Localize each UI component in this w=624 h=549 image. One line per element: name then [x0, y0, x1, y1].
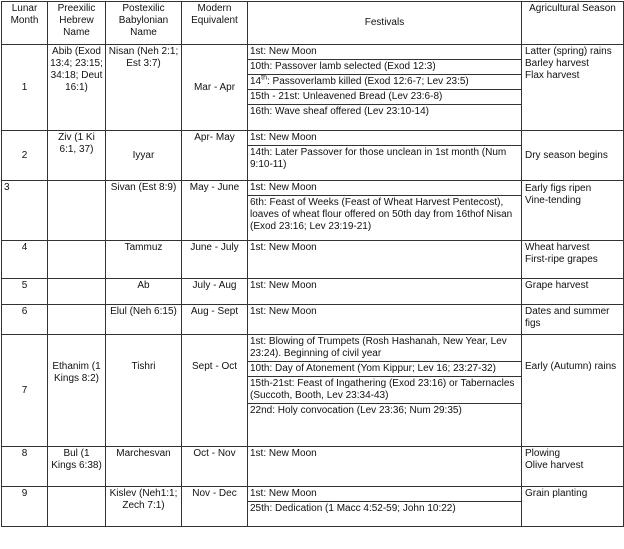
table-row [2, 241, 624, 279]
table-row [2, 335, 624, 447]
agricultural-season-text: Early (Autumn) rains [525, 361, 617, 372]
postexilic-name: Kislev (Neh1:1; Zech 7:1) [106, 487, 182, 527]
festivals-cell [248, 487, 522, 527]
agricultural-season-text: Early figs ripen Vine-tending [525, 183, 592, 206]
festival-item: 16th: Wave sheaf offered (Lev 23:10-14) [250, 106, 429, 117]
table-row [2, 305, 624, 335]
festival-item: 1st: Blowing of Trumpets (Rosh Hashanah, New Year, Lev 23:24). Beginning of civil year [248, 335, 521, 362]
postexilic-name: Marchesvan [106, 447, 182, 487]
postexilic-name: Ab [106, 279, 182, 305]
table-row [2, 181, 624, 241]
postexilic-name-text: Tishri [131, 361, 156, 372]
modern-equivalent: Nov - Dec [182, 487, 248, 527]
month-number: 2 [2, 131, 48, 181]
festival-item: 1st: New Moon [250, 448, 317, 459]
agricultural-season [522, 335, 624, 447]
festival-item: 1st: New Moon [248, 487, 521, 502]
festivals-cell [248, 279, 522, 305]
month-number: 5 [2, 279, 48, 305]
postexilic-name: Tammuz [106, 241, 182, 279]
lunar-calendar-table [1, 1, 624, 527]
table-row [2, 131, 624, 181]
preexilic-name [48, 335, 106, 447]
preexilic-name-text: Ethanim (1 Kings 8:2) [52, 361, 101, 384]
agricultural-season [522, 447, 624, 487]
month-number: 7 [2, 335, 48, 447]
agricultural-season [522, 487, 624, 527]
month-number: 3 [2, 181, 48, 241]
festival-item: 25th: Dedication (1 Macc 4:52-59; John 10:22) [250, 503, 456, 514]
header-agricultural-season: Agricultural Season [522, 2, 624, 45]
postexilic-name [106, 335, 182, 447]
agricultural-season-text: Dry season begins [525, 149, 608, 161]
postexilic-name: Elul (Neh 6:15) [106, 305, 182, 335]
festivals-cell [248, 131, 522, 181]
festivals-cell [248, 335, 522, 447]
modern-equivalent: May - June [182, 181, 248, 241]
table-row [2, 487, 624, 527]
preexilic-name [48, 305, 106, 335]
agricultural-season-text: Latter (spring) rains Barley harvest Flax harvest [525, 46, 612, 81]
festival-item: 1st: New Moon [248, 131, 521, 146]
festival-item: 14th: Later Passover for those unclean in 1st month (Num 9:10-11) [250, 147, 507, 170]
month-number: 8 [2, 447, 48, 487]
festival-item: 1st: New Moon [250, 242, 317, 253]
agricultural-season [522, 45, 624, 131]
festivals-cell [248, 305, 522, 335]
modern-equivalent: Oct - Nov [182, 447, 248, 487]
festivals-cell [248, 181, 522, 241]
modern-equivalent: June - July [182, 241, 248, 279]
agricultural-season [522, 279, 624, 305]
postexilic-name: Sivan (Est 8:9) [106, 181, 182, 241]
preexilic-name: Ziv (1 Ki 6:1, 37) [48, 131, 106, 181]
festival-item: 14th: Passoverlamb killed (Exod 12:6-7; Lev 23:5) [248, 75, 521, 90]
modern-equivalent: Apr- May [182, 131, 248, 181]
festival-item: 15th - 21st: Unleavened Bread (Lev 23:6-8) [248, 90, 521, 105]
preexilic-name: Bul (1 Kings 6:38) [48, 447, 106, 487]
modern-equivalent: Aug - Sept [182, 305, 248, 335]
modern-equivalent [182, 335, 248, 447]
agricultural-season-text: Plowing Olive harvest [525, 448, 584, 471]
festivals-cell [248, 241, 522, 279]
modern-equivalent: Mar - Apr [182, 45, 248, 131]
festival-item: 10th: Passover lamb selected (Exod 12:3) [248, 60, 521, 75]
festival-item: 15th-21st: Feast of Ingathering (Exod 23:16) or Tabernacles (Succoth, Booth, Lev 23:34-43) [248, 377, 521, 404]
festival-item: 1st: New Moon [250, 306, 317, 317]
table-row [2, 45, 624, 131]
header-festivals: Festivals [248, 2, 522, 45]
table-row [2, 279, 624, 305]
preexilic-name [48, 181, 106, 241]
agricultural-season [522, 181, 624, 241]
agricultural-season [522, 241, 624, 279]
month-number: 4 [2, 241, 48, 279]
preexilic-name [48, 279, 106, 305]
preexilic-name [48, 487, 106, 527]
table-row [2, 447, 624, 487]
agricultural-season [522, 305, 624, 335]
month-number: 6 [2, 305, 48, 335]
agricultural-season-text: Dates and summer figs [525, 306, 610, 329]
header-postexilic-name: Postexilic Babylonian Name [106, 2, 182, 45]
preexilic-name [48, 241, 106, 279]
month-number: 1 [2, 45, 48, 131]
festival-item: 6th: Feast of Weeks (Feast of Wheat Harvest Pentecost), loaves of wheat flour offered on 50th day from 16thof Nisan (Exod 23:16; Lev 23:19-21) [250, 197, 513, 232]
festival-item: 1st: New Moon [250, 280, 317, 291]
agricultural-season [522, 131, 624, 181]
festival-item: 1st: New Moon [248, 181, 521, 196]
agricultural-season-text: Grape harvest [525, 280, 589, 291]
postexilic-name: Iyyar [106, 131, 182, 181]
festival-item: 1st: New Moon [248, 45, 521, 60]
header-lunar-month: Lunar Month [2, 2, 48, 45]
postexilic-name: Nisan (Neh 2:1; Est 3:7) [106, 45, 182, 131]
agricultural-season-text: Wheat harvest First-ripe grapes [525, 242, 598, 265]
festival-item: 22nd: Holy convocation (Lev 23:36; Num 29:35) [250, 405, 462, 416]
modern-equivalent-text: Sept - Oct [191, 361, 237, 372]
header-preexilic-name: Preexilic Hebrew Name [48, 2, 106, 45]
header-modern-equivalent: Modern Equivalent [182, 2, 248, 45]
header-row [2, 2, 624, 45]
festival-item: 10th: Day of Atonement (Yom Kippur; Lev 16; 23:27-32) [248, 362, 521, 377]
agricultural-season-text: Grain planting [525, 488, 588, 499]
festivals-cell [248, 447, 522, 487]
month-number: 9 [2, 487, 48, 527]
festivals-cell [248, 45, 522, 131]
preexilic-name: Abib (Exod 13:4; 23:15; 34:18; Deut 16:1) [48, 45, 106, 131]
modern-equivalent: July - Aug [182, 279, 248, 305]
